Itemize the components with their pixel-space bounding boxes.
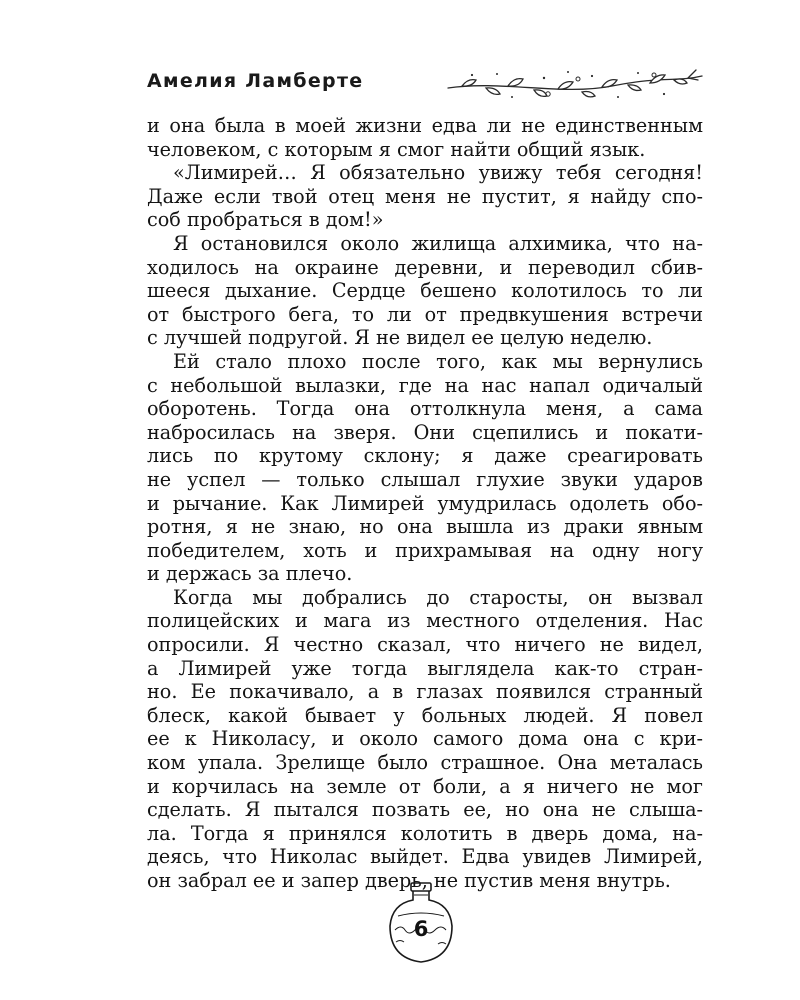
floral-vine-ornament-icon	[442, 66, 707, 102]
text-line: а Лимирей уже тогда выглядела как-то стран-	[147, 656, 703, 680]
text-line: не успел — только слышал глухие звуки ударов	[147, 467, 703, 491]
text-line: Когда мы добрались до старосты, он вызвал	[173, 585, 703, 609]
text-line: ротня, я не знаю, но она вышла из драки явным	[147, 515, 703, 539]
text-line: набросилась на зверя. Они сцепились и покати-	[147, 420, 703, 444]
text-line: «Лимирей… Я обязательно увижу тебя сегодня!	[173, 161, 703, 185]
text-line: и корчилась на земле от боли, а я ничего не мог	[147, 774, 703, 798]
text-line: Ей стало плохо после того, как мы вернулись	[173, 349, 703, 373]
text-line: с небольшой вылазки, где на нас напал одичалый	[147, 373, 703, 397]
text-line: опросили. Я честно сказал, что ничего не видел,	[147, 633, 703, 657]
text-line: ее к Николасу, и около самого дома она с кри-	[147, 727, 703, 751]
text-line: соб пробраться в дом!»	[147, 208, 384, 232]
text-line: от быстрого бега, то ли от предвкушения встречи	[147, 302, 703, 326]
running-header	[147, 66, 707, 102]
text-line: деясь, что Николас выйдет. Едва увидев Лимирей,	[147, 845, 703, 869]
text-line: ла. Тогда я принялся колотить в дверь дома, на-	[147, 821, 703, 845]
text-line: ком упала. Зрелище было страшное. Она металась	[147, 751, 703, 775]
text-line: Даже если твой отец меня не пустит, я найду спо-	[147, 184, 703, 208]
text-line: с лучшей подругой. Я не видел ее целую неделю.	[147, 326, 653, 350]
text-line: но. Ее покачивало, а в глазах появился странный	[147, 680, 703, 704]
text-line: победителем, хоть и прихрамывая на одну ногу	[147, 538, 703, 562]
text-line: оборотень. Тогда она оттолкнула меня, а сама	[147, 397, 703, 421]
text-line: блеск, какой бывает у больных людей. Я повел	[147, 703, 703, 727]
text-line: он забрал ее и запер дверь, не пустив меня внутрь.	[147, 869, 671, 892]
text-line: человеком, с которым я смог найти общий язык.	[147, 137, 646, 161]
text-line: шееся дыхание. Сердце бешено колотилось то ли	[147, 279, 703, 303]
text-line: ходилось на окраине деревни, и переводил сбив-	[147, 255, 703, 279]
text-line: и она была в моей жизни едва ли не единственным	[147, 114, 703, 137]
text-line: полицейских и мага из местного отделения. Нас	[147, 609, 703, 633]
text-line: Я остановился около жилища алхимика, что на-	[173, 231, 703, 255]
page-body-text	[147, 114, 703, 893]
text-line: лись по крутому склону; я даже среагировать	[147, 444, 703, 468]
page-number: 6	[413, 917, 429, 941]
text-line: и держась за плечо.	[147, 562, 353, 586]
author-name: Амелия Ламберте	[147, 70, 364, 92]
text-line: сделать. Я пытался позвать ее, но она не слыша-	[147, 798, 703, 822]
text-line: и рычание. Как Лимирей умудрилась одолеть обо-	[147, 491, 703, 515]
page-number-badge	[384, 880, 458, 966]
